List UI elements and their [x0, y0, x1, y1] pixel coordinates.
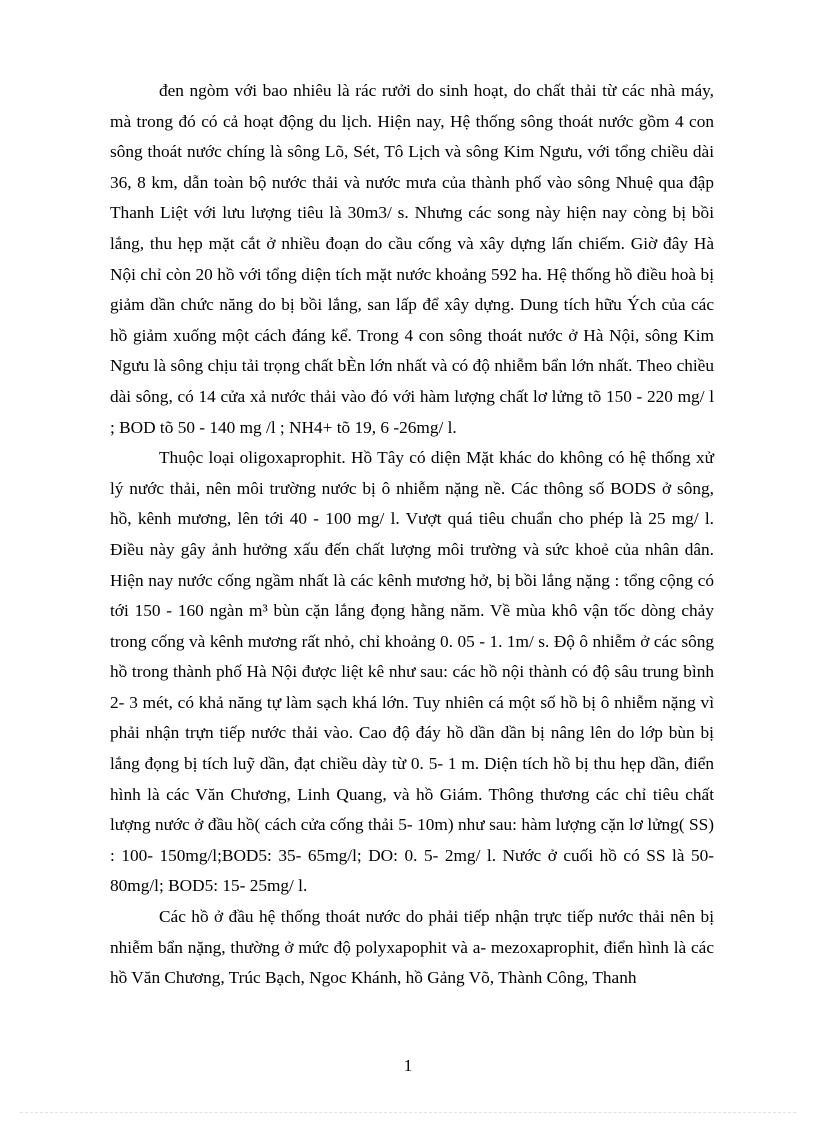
- page-number: 1: [403, 1056, 413, 1075]
- body-text: [110, 76, 714, 994]
- paragraph-3: Các hồ ở đầu hệ thống thoát nước do phải tiếp nhận trực tiếp nước thải nên bị nhiễm bẩn nặng, thường ở mức độ polyxapophit và a- mezoxaprophit, điển hình là các hồ Văn Chương, Trúc Bạch, Ngoc Khánh, hồ Gảng Võ, Thành Công, Thanh: [110, 907, 714, 988]
- paragraph-1: đen ngòm với bao nhiêu là rác rưởi do sinh hoạt, do chất thải từ các nhà máy, mà trong đó có cả hoạt động du lịch. Hiện nay, Hệ thống sông thoát nước gồm 4 con sông thoát nước chíng là sông Lõ, Sét, Tô Lịch và sông Kim Ngưu, với tổng chiều dài 36, 8 km, dẫn toàn bộ nước thải và nước mưa của thành phố vào sông Nhuệ qua đập Thanh Liệt với lưu lượng tiêu là 30m3/ s. Nhưng các song này hiện nay còng bị bồi lắng, thu hẹp mặt cắt ở nhiều đoạn do cầu cống và xây dựng lấn chiếm. Giờ đây Hà Nội chỉ còn 20 hồ với tổng diện tích mặt nước khoảng 592 ha. Hệ thống hồ điều hoà bị giảm dần chức năng do bị bồi lắng, san lấp để xây dựng. Dung tích hữu Ých của các hồ giảm xuống một cách đáng kể. Trong 4 con sông thoát nước ở Hà Nội, sông Kim Ngưu là sông chịu tải trọng chất bÈn lớn nhất và có độ nhiễm bẩn lớn nhất. Theo chiều dài sông, có 14 cửa xả nước thải vào đó với hàm lượng chất lơ lửng tõ 150 - 220 mg/ l ; BOD tõ 50 - 140 mg /l ; NH4+ tõ 19, 6 -26mg/ l.: [110, 81, 714, 437]
- page-bottom-divider: [20, 1112, 796, 1113]
- paragraph-2: Thuộc loại oligoxaprophit. Hồ Tây có diện Mặt khác do không có hệ thống xử lý nước thải, nên môi trường nước bị ô nhiễm nặng nề. Các thông số BODS ở sông, hồ, kênh mương, lên tới 40 - 100 mg/ l. Vượt quá tiêu chuẩn cho phép là 25 mg/ l. Điều này gây ảnh hưởng xấu đến chất lượng môi trường và sức khoẻ của nhân dân. Hiện nay nước cống ngầm nhất là các kênh mương hở, bị bồi lắng nặng : tổng cộng có tới 150 - 160 ngàn m³ bùn cặn lắng đọng hằng năm. Về mùa khô vận tốc dòng chảy trong cống và kênh mương rất nhỏ, chỉ khoảng 0. 05 - 1. 1m/ s. Độ ô nhiễm ở các sông hồ trong thành phố Hà Nội được liệt kê như sau: các hồ nội thành có độ sâu trung bình 2- 3 mét, có khả năng tự làm sạch khá lớn. Tuy nhiên cá một số hồ bị ô nhiễm nặng vì phải nhận trựn tiếp nước thải vào. Cao độ đáy hồ dần dần bị nâng lên do lớp bùn bị lắng đọng bị tích luỹ dần, đạt chiều dày từ 0. 5- 1 m. Diện tích hồ bị thu hẹp dần, điển hình là các Văn Chương, Linh Quang, và hồ Giám. Thông thương các chỉ tiêu chất lượng nước ở đầu hồ( cách cửa cống thải 5- 10m) như sau: hàm lượng cặn lơ lửng( SS) : 100- 150mg/l;BOD5: 35- 65mg/l; DO: 0. 5- 2mg/ l. Nước ở cuối hồ có SS là 50- 80mg/l; BOD5: 15- 25mg/ l.: [110, 448, 714, 896]
